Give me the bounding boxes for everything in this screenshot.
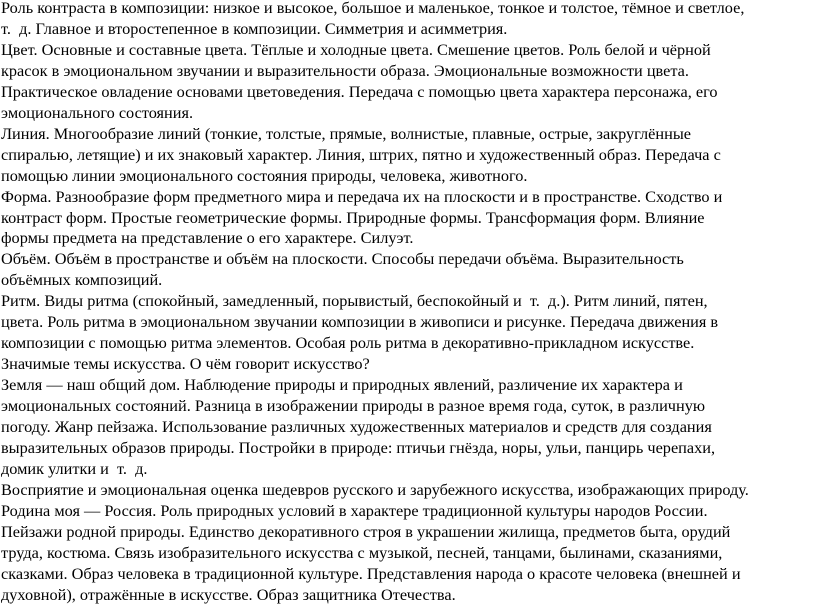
text-line: Восприятие и эмоциональная оценка шедевров русского и зарубежного искусства, изображающих природу. xyxy=(1,479,749,499)
text-line: сказками. Образ человека в традиционной культуре. Представления народа о красоте человека (внешней и xyxy=(1,563,741,583)
text-line: труда, костюма. Связь изобразительного искусства с музыкой, песней, танцами, былинами, сказаниями, xyxy=(1,542,723,562)
text-line: Пейзажи родной природы. Единство декоративного строя в украшении жилища, предметов быта, орудий xyxy=(1,521,731,541)
text-line: красок в эмоциональном звучании и выразительности образа. Эмоциональные возможности цвета. xyxy=(1,60,689,80)
text-line: Родина моя — Россия. Роль природных условий в характере традиционной культуры народов России. xyxy=(1,500,708,520)
text-line: погоду. Жанр пейзажа. Использование различных художественных материалов и средств для создания xyxy=(1,417,712,437)
text-line: эмоционального состояния. xyxy=(1,102,194,122)
text-line: контраст форм. Простые геометрические формы. Природные формы. Трансформация форм. Влияние xyxy=(1,207,705,227)
text-line: духовной), отражённые в искусстве. Образ защитника Отечества. xyxy=(1,584,456,604)
text-line: Роль контраста в композиции: низкое и высокое, большое и маленькое, тонкое и толстое, тёмное и светлое, xyxy=(1,0,745,17)
text-line: спиралью, летящие) и их знаковый характер. Линия, штрих, пятно и художественный образ. Передача с xyxy=(1,144,721,164)
text-line: Цвет. Основные и составные цвета. Тёплые и холодные цвета. Смешение цветов. Роль белой и чёрной xyxy=(1,39,711,59)
text-line: выразительных образов природы. Постройки в природе: птичьи гнёзда, норы, ульи, панцирь черепахи, xyxy=(1,438,716,458)
document-body xyxy=(1,0,814,606)
text-line: Линия. Многообразие линий (тонкие, толстые, прямые, волнистые, плавные, острые, закруглённые xyxy=(1,123,691,143)
text-line: формы предмета на представление о его характере. Силуэт. xyxy=(1,228,414,248)
text-line: эмоциональных состояний. Разница в изображении природы в разное время года, суток, в различную xyxy=(1,396,705,416)
text-line: Ритм. Виды ритма (спокойный, замедленный, порывистый, беспокойный и т. д.). Ритм линий, пятен, xyxy=(1,291,708,311)
text-line: композиции с помощью ритма элементов. Особая роль ритма в декоративно-прикладном искусстве. xyxy=(1,333,695,353)
text-line: т. д. Главное и второстепенное в композиции. Симметрия и асимметрия. xyxy=(1,18,508,38)
text-line: цвета. Роль ритма в эмоциональном звучании композиции в живописи и рисунке. Передача движения в xyxy=(1,312,719,332)
text-line: объёмных композиций. xyxy=(1,270,163,290)
text-line: Форма. Разнообразие форм предметного мира и передача их на плоскости и в пространстве. Сходство и xyxy=(1,186,723,206)
text-line: домик улитки и т. д. xyxy=(1,458,148,478)
text-line: Объём. Объём в пространстве и объём на плоскости. Способы передачи объёма. Выразительность xyxy=(1,249,684,269)
text-line: Значимые темы искусства. О чём говорит искусство? xyxy=(1,354,370,374)
text-line: помощью линии эмоционального состояния природы, человека, животного. xyxy=(1,165,528,185)
text-line: Земля — наш общий дом. Наблюдение природы и природных явлений, различение их характера и xyxy=(1,375,683,395)
text-line: Практическое овладение основами цветоведения. Передача с помощью цвета характера персонажа, его xyxy=(1,81,718,101)
